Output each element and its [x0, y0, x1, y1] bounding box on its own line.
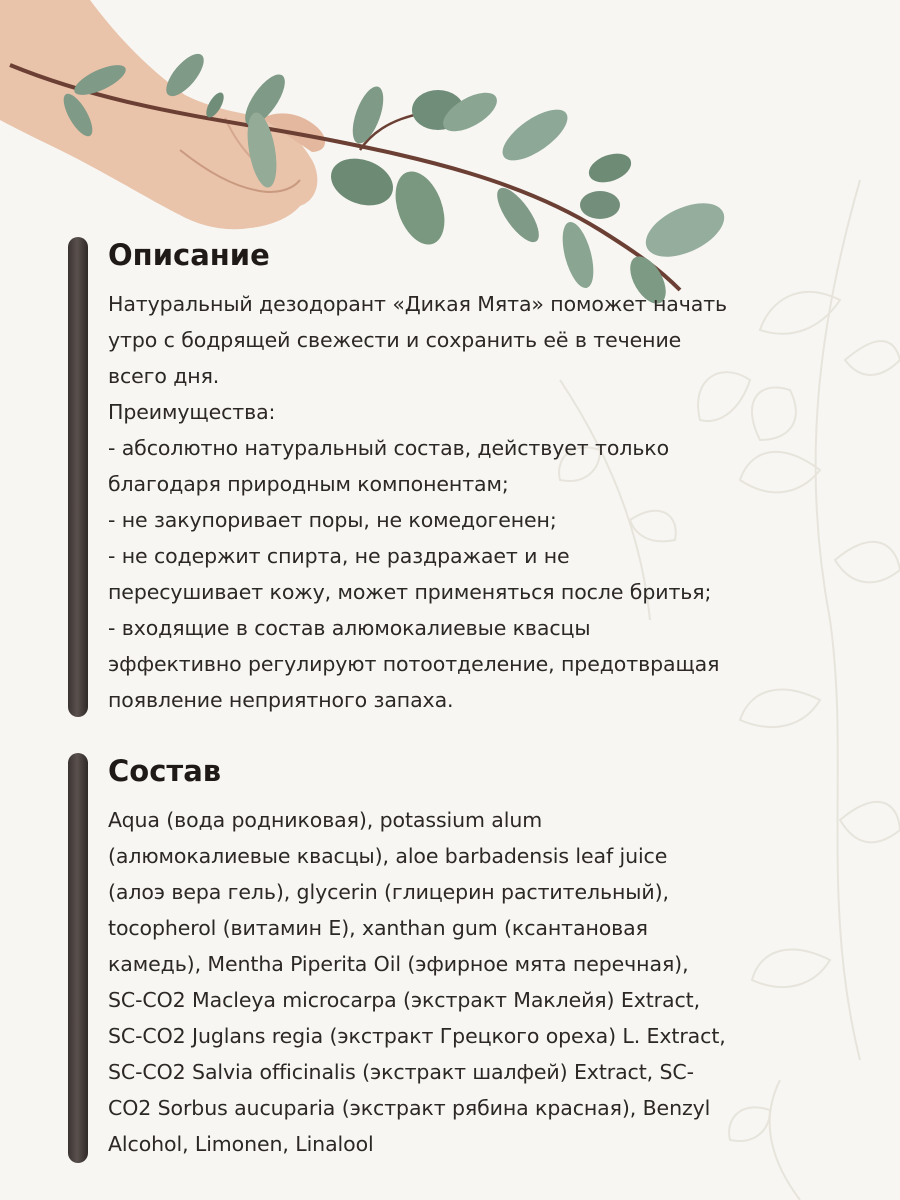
composition-section	[68, 753, 848, 1163]
composition-line: Alcohol, Limonen, Linalool	[108, 1132, 374, 1156]
description-line: - не содержит спирта, не раздражает и не	[108, 544, 570, 568]
description-content	[108, 237, 848, 718]
composition-line: (алюмокалиевые квасцы), aloe barbadensis leaf juice	[108, 844, 668, 868]
composition-line: CO2 Sorbus aucuparia (экстракт рябина красная), Benzyl	[108, 1096, 711, 1120]
composition-content	[108, 753, 848, 1162]
description-line: Натуральный дезодорант «Дикая Мята» поможет начать	[108, 292, 728, 316]
description-line: - абсолютно натуральный состав, действует только	[108, 436, 670, 460]
description-line: - не закупоривает поры, не комедогенен;	[108, 508, 557, 532]
composition-line: камедь), Mentha Piperita Oil (эфирное мята перечная),	[108, 952, 689, 976]
description-line: благодаря природным компонентам;	[108, 472, 509, 496]
description-line: появление неприятного запаха.	[108, 688, 454, 712]
hand-illustration	[0, 0, 325, 229]
composition-line: SC-CO2 Macleya microcarpa (экстракт Маклейя) Extract,	[108, 988, 700, 1012]
description-line: пересушивает кожу, может применяться после бритья;	[108, 580, 712, 604]
composition-text	[108, 802, 848, 1162]
composition-line: Aqua (вода родниковая), potassium alum	[108, 808, 543, 832]
description-title: Описание	[108, 238, 270, 272]
description-text	[108, 286, 848, 718]
description-line: утро с бодрящей свежести и сохранить её в течение	[108, 328, 682, 352]
composition-line: SC-CO2 Salvia officinalis (экстракт шалфей) Extract, SC-	[108, 1060, 694, 1084]
composition-line: (алоэ вера гель), glycerin (глицерин растительный),	[108, 880, 669, 904]
description-section	[68, 237, 848, 717]
composition-line: tocopherol (витамин E), xanthan gum (ксантановая	[108, 916, 648, 940]
description-line: эффективно регулируют потоотделение, предотвращая	[108, 652, 720, 676]
section-accent-bar	[68, 237, 88, 717]
composition-title: Состав	[108, 754, 222, 788]
section-accent-bar	[68, 753, 88, 1163]
composition-line: SC-CO2 Juglans regia (экстракт Грецкого ореха) L. Extract,	[108, 1024, 726, 1048]
description-line: всего дня.	[108, 364, 220, 388]
description-line: Преимущества:	[108, 400, 276, 424]
description-line: - входящие в состав алюмокалиевые квасцы	[108, 616, 591, 640]
